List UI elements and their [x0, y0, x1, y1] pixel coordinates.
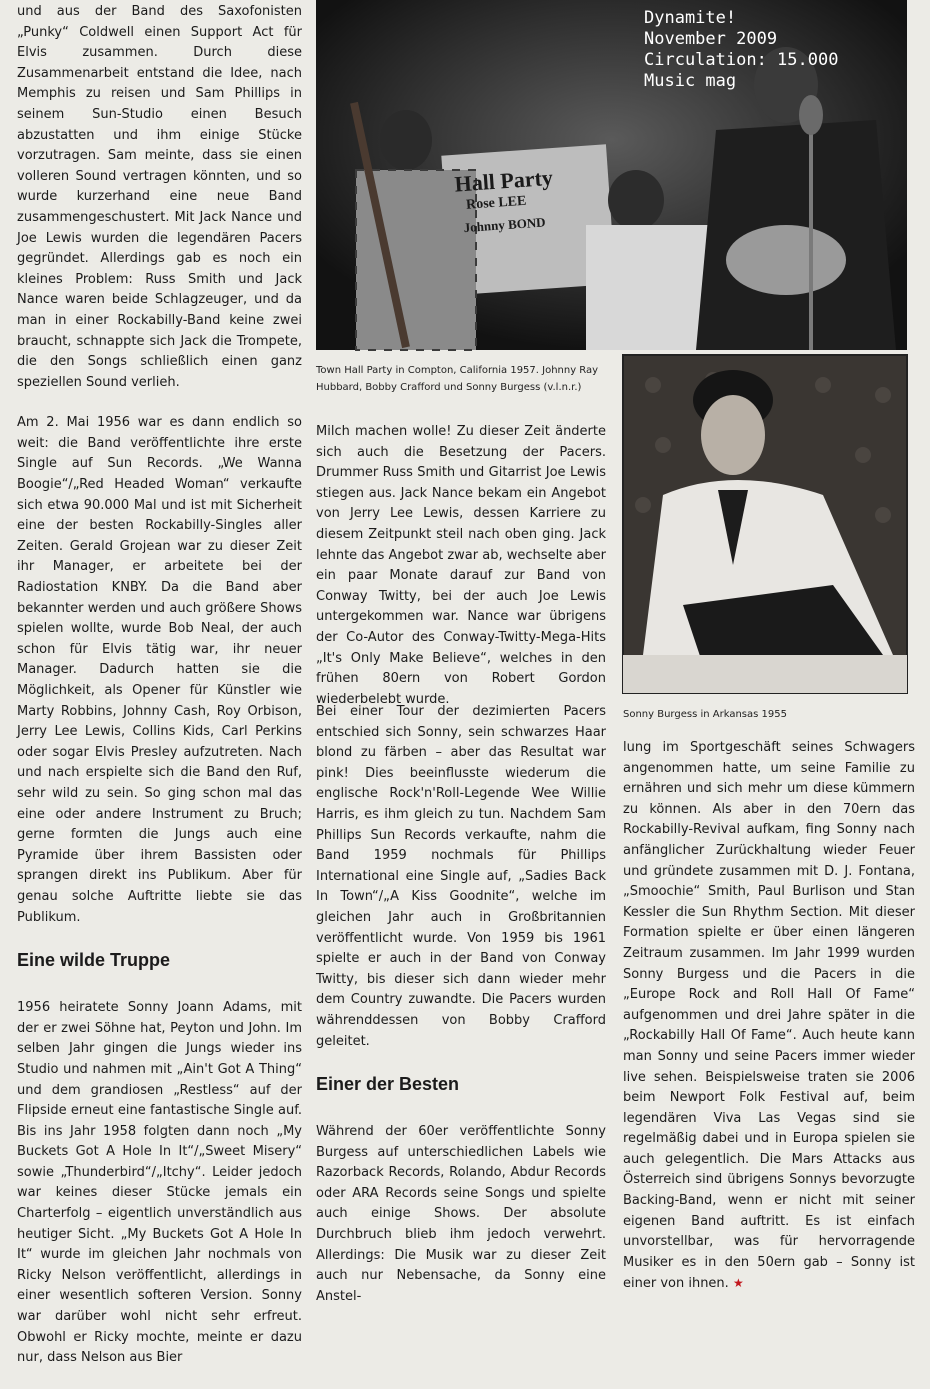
article-column-3	[623, 738, 915, 1315]
publication-stamp	[644, 8, 904, 92]
stage-sign-line: Hall Party	[453, 164, 554, 197]
photo-caption-concert: Town Hall Party in Compton, California 1957. Johnny Ray Hubbard, Bobby Crafford und Sonny Burgess (v.l.n.r.)	[316, 365, 599, 393]
photo-caption-portrait: Sonny Burgess in Arkansas 1955	[623, 709, 787, 720]
stage-sign-line: Rose LEE	[465, 193, 527, 213]
section-heading-einer-der-besten: Einer der Besten	[316, 1074, 460, 1095]
paragraph: Bei einer Tour der dezimierten Pacers entschied sich Sonny, sein schwarzes Haar blond zu färben – aber das Resultat war pink! Dies beeinflusste wiederum die englische Rock'n'Roll-Legende Wee Willie Harris, es ihm gleich zu tun. Nachdem Sam Phillips Sun Records verkaufte, nahm die Band 1959 nochmals für Phillips International eine Single auf, „Sadies Back In Town“/„A Kiss Goodnite“, welche im gleichen Jahr auch in Großbritannien veröffentlicht wurde. Von 1959 bis 1961 spielte er auch in der Band von Conway Twitty, bis dieser sich dann wieder mehr dem Country zuwandte. Die Pacers wurden währenddessen von Bobby Crafford geleitet.	[316, 704, 606, 1049]
stamp-line-date: November 2009	[644, 29, 778, 49]
section-heading-eine-wilde-truppe: Eine wilde Truppe	[17, 950, 171, 971]
stage-sign-line: Johnny BOND	[463, 214, 547, 236]
article-column-2-upper	[316, 422, 606, 730]
paragraph: 1956 heiratete Sonny Joann Adams, mit der er zwei Söhne hat, Peyton und John. Im selben Jahr gingen die Jungs wieder ins Studio und nahmen mit „Ain't Got A Thing“ und dem grandiosen „Restless“ auf der Flipside erneut eine fantastische Single auf. Bis ins Jahr 1958 folgten dann noch „My Buckets Got A Hole In It“/„Sweet Misery“ sowie „Thunderbird“/„Itchy“. Leider jedoch war keines dieser Stücke jemals ein Charterfolg – eigentlich unverständlich aus heutiger Sicht. „My Buckets Got A Hole In It“ wurde im gleichen Jahr nochmals von Ricky Nelson veröffentlicht, allerdings in einer wesentlich softeren Version. Sonny war darüber wohl nicht sehr erfreut. Obwohl er Ricky mochte, meinte er dazu nur, dass Nelson aus Bier	[17, 1000, 302, 1366]
article-column-1	[17, 2, 302, 1389]
stage-sign-text	[454, 162, 618, 239]
paragraph	[623, 738, 915, 1295]
stamp-line-type: Music mag	[644, 71, 737, 91]
portrait-photo	[623, 355, 907, 693]
portrait-photo-image	[623, 355, 907, 693]
paragraph-text: lung im Sportgeschäft seines Schwagers angenommen hatte, um seine Familie zu ernähren und sich mehr um diese kümmern zu können. Als aber in den 70ern das Rockabilly-Revival aufkam, fing Sonny nach anfänglicher Zurückhaltung wieder Feuer und gründete zusammen mit D. J. Fontana, „Smoochie“ Smith, Paul Burlison und Stan Kessler die Sun Rhythm Section. Mit dieser Formation spielte er über einen längeren Zeitraum zusammen. Im Jahr 1999 wurden Sonny Burgess und die Pacers in die „Europe Rock and Roll Hall Of Fame“ aufgenommen und drei Jahre später in die „Rockabilly Hall Of Fame“. Auch heute kann man Sonny und seine Pacers immer wieder live sehen. Beispielsweise traten sie 2006 beim Newport Folk Festival auf, beim legendären Viva Las Vegas sind sie regelmäßig dabei und in Europa spielen sie auch gelegentlich. Die Mars Attacks aus Österreich sind übrigens Sonnys bevorzugte Backing-Band, wenn er nicht mit seiner eigenen Band auftritt. Es ist einfach unvorstellbar, was für hervorragende Musiker es in den 50ern gab – Sonny ist einer von ihnen.	[623, 740, 915, 1292]
paragraph: Während der 60er veröffentlichte Sonny Burgess auf unterschiedlichen Labels wie Razorback Records, Rolando, Abdur Records oder ARA Records seine Songs und spielte auch einige Shows. Der absolute Durchbruch blieb ihm jedoch verwehrt. Allerdings: Die Musik war zu dieser Zeit auch nur Nebensache, da Sonny eine Anstel-	[316, 1124, 606, 1304]
concert-photo	[316, 0, 907, 350]
article-column-2-lower	[316, 702, 606, 1327]
end-mark-star-icon: ★	[732, 1276, 744, 1291]
stamp-line-magazine: Dynamite!	[644, 8, 737, 28]
paragraph: Milch machen wolle! Zu dieser Zeit änderte sich auch die Besetzung der Pacers. Drummer Russ Smith und Gitarrist Joe Lewis stiegen aus. Jack Nance bekam ein Angebot von Jerry Lee Lewis, dessen Karriere zu diesem Zeitpunkt steil nach oben ging. Jack lehnte das Angebot zwar ab, wechselte aber ein paar Monate darauf zur Band von Conway Twitty, bei der auch Joe Lewis untergekommen war. Nance war übrigens der Co-Autor des Conway-Twitty-Mega-Hits „It's Only Make Believe“, welches in den frühen 80ern von Robert Gordon wiederbelebt wurde.	[316, 424, 606, 707]
paragraph: und aus der Band des Saxofonisten „Punky“ Coldwell einen Support Act für Elvis zusammen. Durch diese Zusammenarbeit entstand die Idee, nach Memphis zu reisen und Sam Phillips in seinem Sun-Studio einen Besuch abzustatten und ihm einige Stücke vorzutragen. Sam meinte, dass sie einen volleren Sound vertragen könnten, und so wurde kurzerhand eine neue Band zusammengeschustert. Mit Jack Nance und Joe Lewis wurden die legendären Pacers gegründet. Allerdings gab es noch ein kleines Problem: Russ Smith und Jack Nance waren beide Schlagzeuger, und da man in einer Rockabilly-Band keine zwei braucht, schnappte sich Jack die Trompete, die den Songs schließlich einen ganz speziellen Sound verlieh.	[17, 4, 302, 390]
stamp-line-circulation: Circulation: 15.000	[644, 50, 839, 70]
paragraph: Am 2. Mai 1956 war es dann endlich so weit: die Band veröffentlichte ihre erste Single auf Sun Records. „We Wanna Boogie“/„Red Headed Woman“ verkaufte sich etwa 90.000 Mal und ist mit Sicherheit eine der besten Rockabilly-Singles aller Zeiten. Gerald Grojean war zu dieser Zeit ihr Manager, er arbeitete bei der Radiostation KNBY. Da die Band aber bekannter werden und auch größere Shows spielen wollte, wurde Bob Neal, der auch schon für Elvis tätig war, ihr neuer Manager. Dadurch hatten sie die Möglichkeit, als Opener für Künstler wie Marty Robbins, Johnny Cash, Roy Orbison, Jerry Lee Lewis, Collins Kids, Carl Perkins oder sogar Elvis Presley aufzutreten. Nach und nach erspielte sich die Band den Ruf, sehr wild zu sein. So ging schon mal das eine oder andere Instrument zu Bruch; gerne formten die Jungs auch eine Pyramide über ihrem Bassisten oder sprangen direkt ins Publikum. Aber für genau solche Auftritte liebte sie das Publikum.	[17, 415, 302, 925]
